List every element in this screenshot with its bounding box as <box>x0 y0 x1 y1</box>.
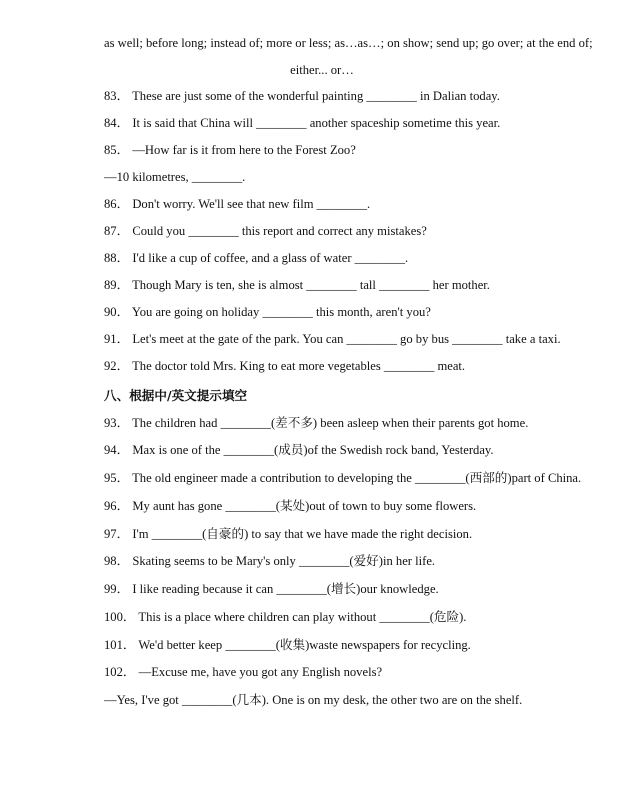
question-92: 92． The doctor told Mrs. King to eat more vegetables ________ meat. <box>104 359 466 373</box>
question-91: 91． Let's meet at the gate of the park. You can ________ go by bus ________ take a taxi. <box>104 332 561 346</box>
question-102: 102． —Excuse me, have you got any English novels? <box>104 665 383 679</box>
question-102-answer-line: —Yes, I've got ________(几本). One is on my desk, the other two are on the shelf. <box>104 693 523 707</box>
word-bank-line-1: as well; before long; instead of; more or less; as…as…; on show; send up; go over; at the end of; <box>104 36 593 50</box>
question-84: 84． It is said that China will ________ another spaceship sometime this year. <box>104 116 501 130</box>
question-98: 98． Skating seems to be Mary's only ________(爱好)in her life. <box>104 554 436 568</box>
question-89: 89． Though Mary is ten, she is almost ________ tall ________ her mother. <box>104 278 490 292</box>
question-85-answer-line: —10 kilometres, ________. <box>104 170 246 184</box>
word-bank-line-2: either... or… <box>290 63 354 77</box>
question-95: 95． The old engineer made a contribution to developing the ________(西部的)part of China. <box>104 471 582 485</box>
question-83: 83． These are just some of the wonderful painting ________ in Dalian today. <box>104 89 500 103</box>
question-85: 85． —How far is it from here to the Forest Zoo? <box>104 143 356 157</box>
section-heading: 八、根据中/英文提示填空 <box>104 388 248 403</box>
question-88: 88． I'd like a cup of coffee, and a glass of water ________. <box>104 251 409 265</box>
question-90: 90． You are going on holiday ________ this month, aren't you? <box>104 305 431 319</box>
question-101: 101． We'd better keep ________(收集)waste newspapers for recycling. <box>104 638 471 652</box>
question-96: 96． My aunt has gone ________(某处)out of town to buy some flowers. <box>104 499 477 513</box>
question-97: 97． I'm ________(自豪的) to say that we have made the right decision. <box>104 527 473 541</box>
question-87: 87． Could you ________ this report and correct any mistakes? <box>104 224 427 238</box>
question-99: 99． I like reading because it can ________(增长)our knowledge. <box>104 582 439 596</box>
question-86: 86． Don't worry. We'll see that new film ________. <box>104 197 371 211</box>
question-93: 93． The children had ________(差不多) been asleep when their parents got home. <box>104 416 529 430</box>
question-100: 100． This is a place where children can play without ________(危险). <box>104 610 467 624</box>
question-94: 94． Max is one of the ________(成员)of the Swedish rock band, Yesterday. <box>104 443 494 457</box>
